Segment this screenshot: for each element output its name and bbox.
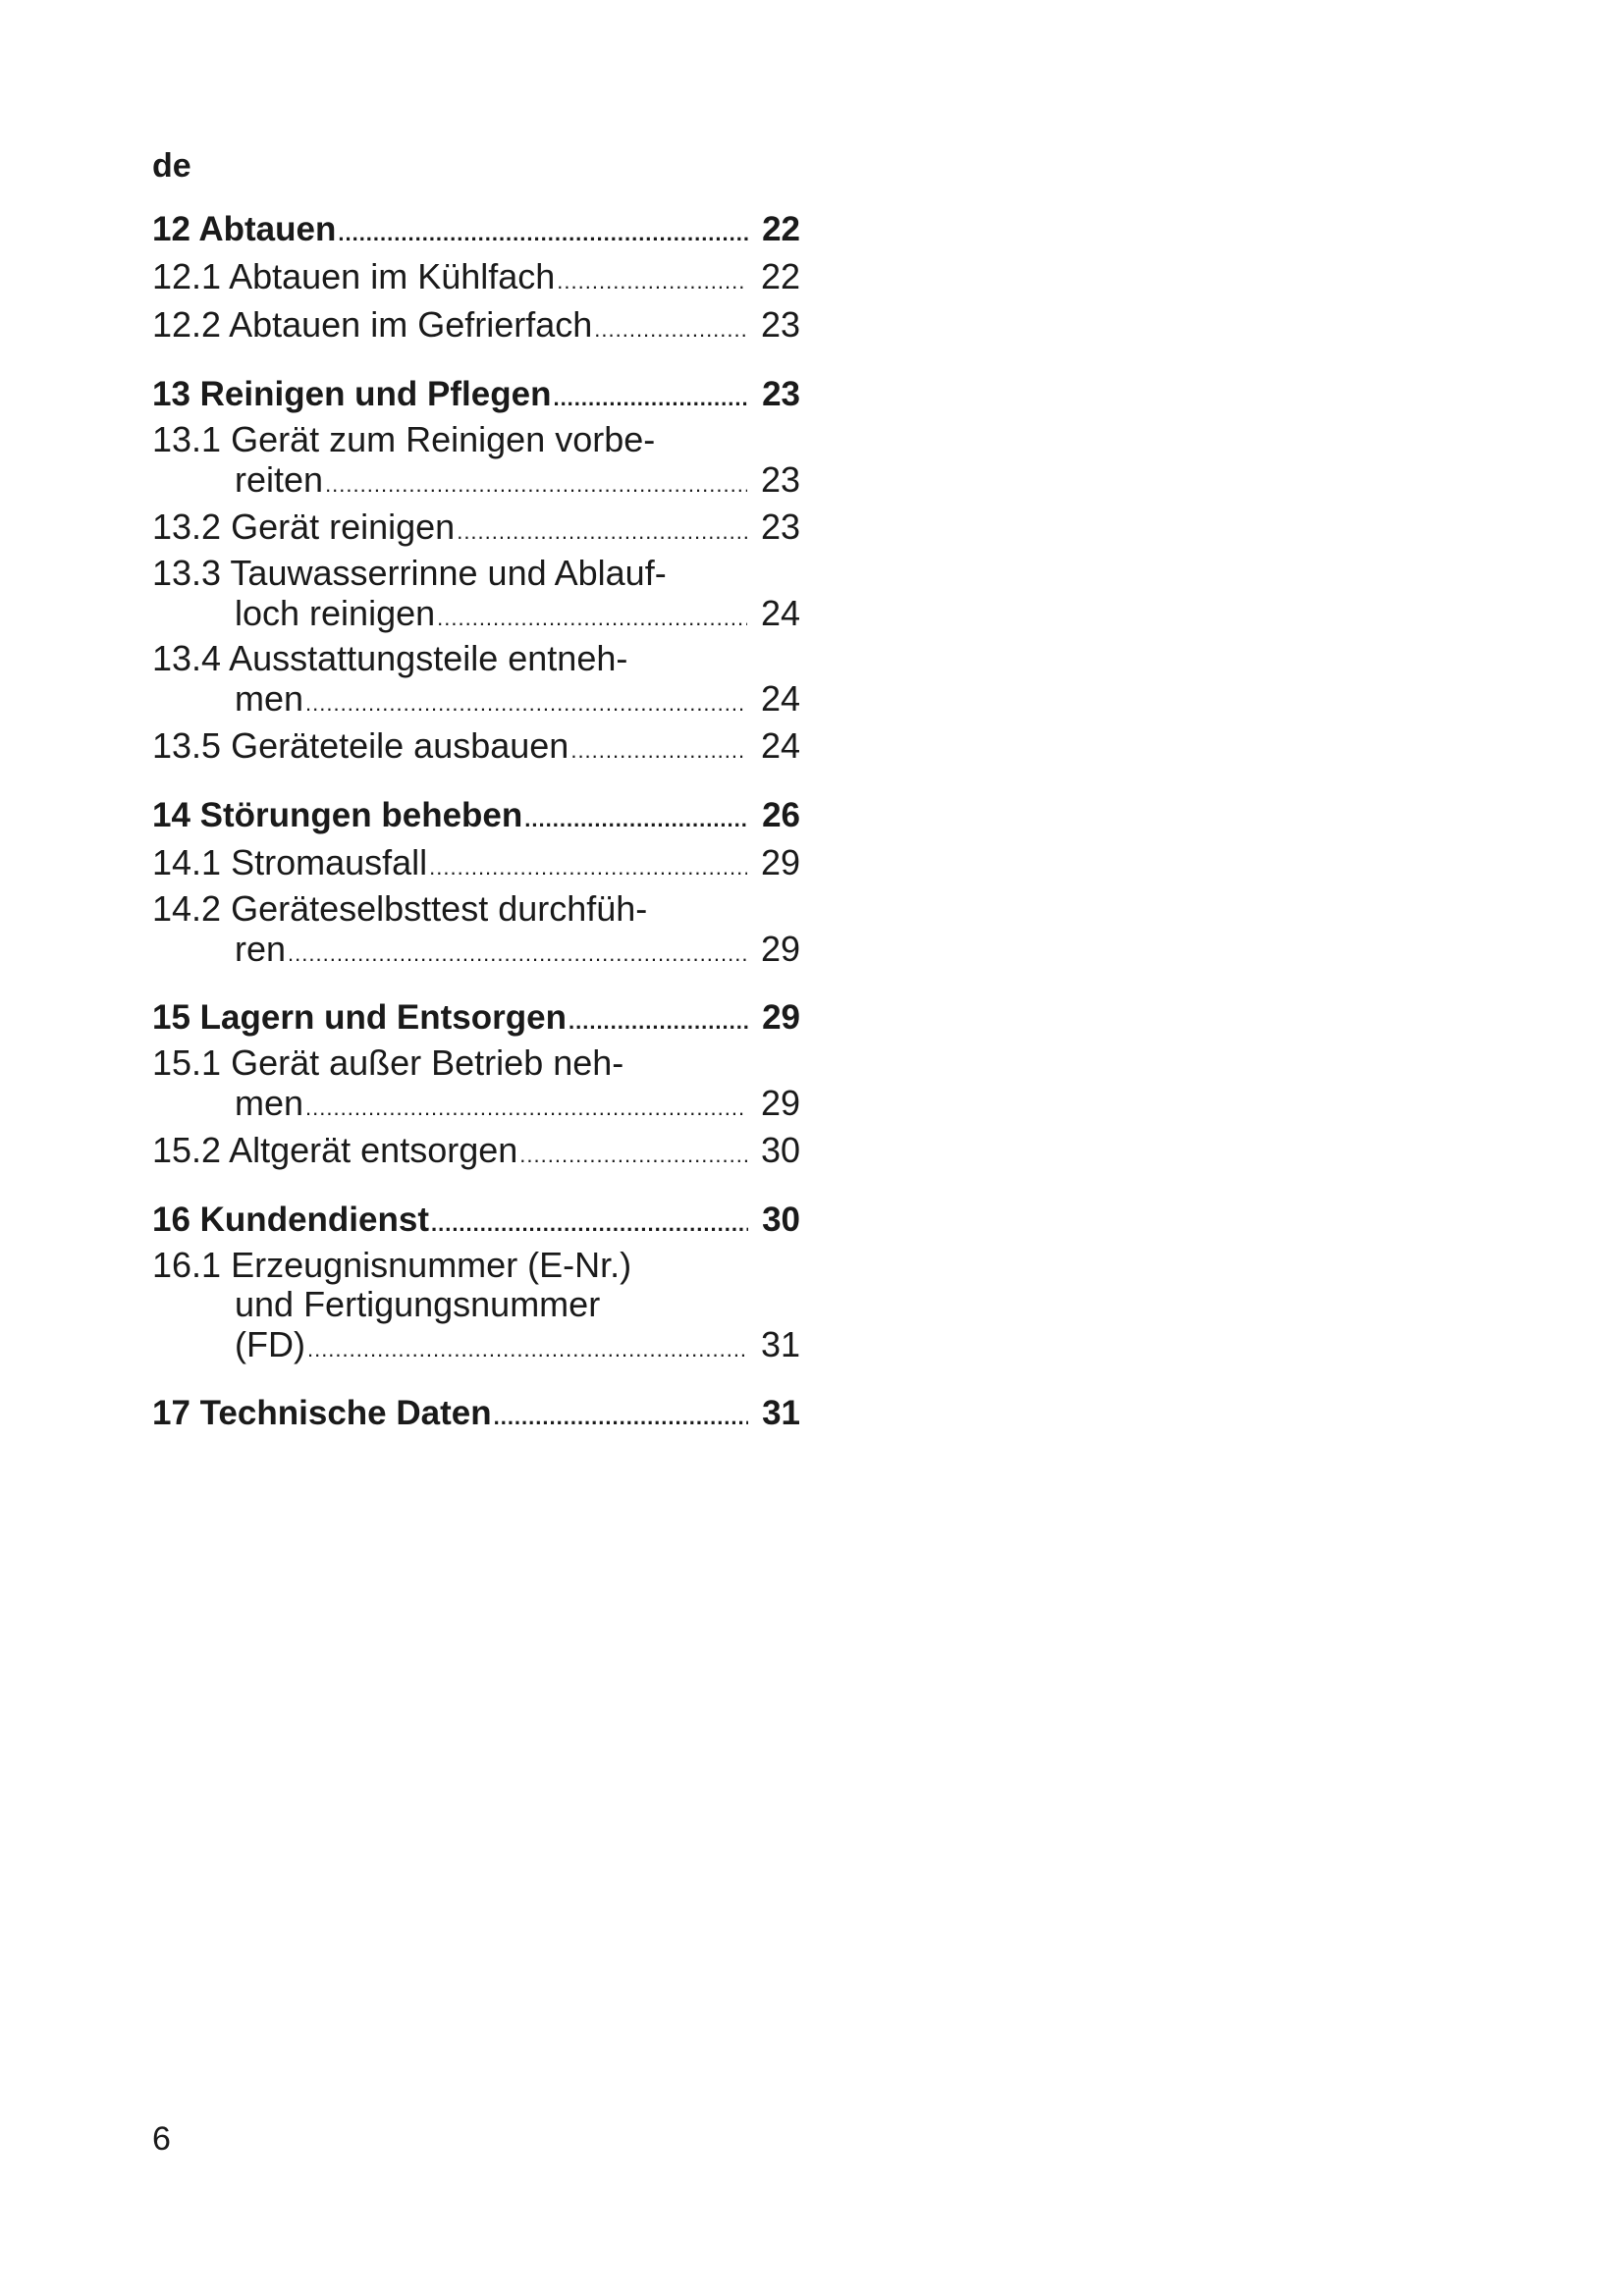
toc-entry-13-5[interactable] xyxy=(152,724,800,773)
dot-leader xyxy=(325,464,747,506)
toc-chapter-15 xyxy=(152,996,800,1177)
toc-entry-title-cont: loch reinigen xyxy=(235,593,436,633)
dot-leader xyxy=(524,798,748,841)
toc-entry-title: 14 Störungen beheben xyxy=(152,796,523,834)
toc-entry-17[interactable] xyxy=(152,1392,800,1439)
toc-entry-title: 13.2 Gerät reinigen xyxy=(152,507,456,547)
toc-entry-continuation xyxy=(152,1083,800,1129)
toc-entry-title: 12.1 Abtauen im Kühlfach xyxy=(152,256,556,296)
toc-entry-page: 23 xyxy=(762,375,800,413)
dot-leader xyxy=(305,1088,747,1129)
toc-entry-page: 23 xyxy=(760,459,800,500)
toc-entry-16-1[interactable] xyxy=(152,1246,800,1370)
toc-entry-title-cont: (FD) xyxy=(235,1324,305,1364)
dot-leader xyxy=(553,377,748,420)
toc-entry-16[interactable] xyxy=(152,1199,800,1246)
toc-entry-13-2[interactable] xyxy=(152,506,800,554)
toc-entry-title: 12.2 Abtauen im Gefrierfach xyxy=(152,304,593,345)
toc-entry-page: 29 xyxy=(760,842,800,882)
dot-leader xyxy=(494,1396,748,1439)
toc-entry-page: 24 xyxy=(760,593,800,633)
dot-leader xyxy=(568,1000,748,1043)
toc-entry-14-2[interactable] xyxy=(152,889,800,975)
toc-chapter-16 xyxy=(152,1199,800,1370)
toc-entry-12-1[interactable] xyxy=(152,255,800,303)
toc-entry-title-line2: und Fertigungsnummer xyxy=(235,1284,601,1324)
toc-entry-title: 13.5 Geräteteile ausbauen xyxy=(152,725,569,766)
page-number: 6 xyxy=(152,2120,171,2158)
toc-entry-title: 12 Abtauen xyxy=(152,210,337,248)
toc-entry-page: 23 xyxy=(760,304,800,345)
toc-entry-continuation xyxy=(152,678,800,724)
dot-leader xyxy=(305,683,747,724)
dot-leader xyxy=(594,308,747,351)
toc-entry-title: 15.2 Altgerät entsorgen xyxy=(152,1130,518,1170)
toc-entry-continuation xyxy=(152,1324,800,1370)
toc-entry-page: 24 xyxy=(760,678,800,719)
toc-entry-title: 14.1 Stromausfall xyxy=(152,842,428,882)
dot-leader xyxy=(437,598,747,639)
toc-entry-page: 22 xyxy=(762,210,800,248)
dot-leader xyxy=(429,846,747,889)
toc-entry-14-1[interactable] xyxy=(152,841,800,889)
toc-entry-15[interactable] xyxy=(152,996,800,1043)
toc-entry-title: 17 Technische Daten xyxy=(152,1394,492,1432)
toc-entry-page: 31 xyxy=(762,1394,800,1432)
toc-entry-13-3[interactable] xyxy=(152,554,800,639)
dot-leader xyxy=(570,729,747,773)
toc-entry-title: 13 Reinigen und Pflegen xyxy=(152,375,552,413)
dot-leader xyxy=(288,934,747,975)
dot-leader xyxy=(338,212,748,255)
table-of-contents xyxy=(152,208,800,1461)
toc-entry-page: 29 xyxy=(762,998,800,1037)
dot-leader xyxy=(457,510,747,554)
toc-entry-page: 24 xyxy=(760,725,800,766)
toc-entry-15-1[interactable] xyxy=(152,1043,800,1129)
toc-entry-12[interactable] xyxy=(152,208,800,255)
toc-entry-page: 23 xyxy=(760,507,800,547)
toc-entry-title-cont: reiten xyxy=(235,459,324,500)
toc-entry-title: 13.3 Tauwasserrinne und Ablauf- xyxy=(152,553,667,593)
toc-entry-13[interactable] xyxy=(152,373,800,420)
toc-entry-14[interactable] xyxy=(152,794,800,841)
toc-entry-continuation xyxy=(152,929,800,975)
toc-entry-page: 31 xyxy=(760,1324,800,1364)
language-label: de xyxy=(152,147,191,185)
toc-chapter-12 xyxy=(152,208,800,351)
toc-entry-title: 16.1 Erzeugnisnummer (E-Nr.) xyxy=(152,1245,632,1285)
toc-entry-page: 30 xyxy=(762,1201,800,1239)
toc-entry-page: 30 xyxy=(760,1130,800,1170)
toc-entry-continuation xyxy=(152,459,800,506)
toc-entry-13-4[interactable] xyxy=(152,639,800,724)
dot-leader xyxy=(307,1329,747,1370)
toc-entry-title: 14.2 Geräteselbsttest durchfüh- xyxy=(152,888,648,929)
toc-entry-title: 15 Lagern und Entsorgen xyxy=(152,998,567,1037)
toc-chapter-13 xyxy=(152,373,800,773)
dot-leader xyxy=(519,1134,747,1177)
toc-entry-page: 26 xyxy=(762,796,800,834)
dot-leader xyxy=(557,260,747,303)
dot-leader xyxy=(431,1202,748,1246)
toc-entry-12-2[interactable] xyxy=(152,303,800,351)
toc-chapter-17 xyxy=(152,1392,800,1439)
toc-entry-continuation xyxy=(152,593,800,639)
toc-entry-title: 13.1 Gerät zum Reinigen vorbe- xyxy=(152,419,656,459)
toc-entry-15-2[interactable] xyxy=(152,1129,800,1177)
toc-chapter-14 xyxy=(152,794,800,975)
toc-entry-page: 29 xyxy=(760,1083,800,1123)
toc-entry-page: 22 xyxy=(760,256,800,296)
toc-entry-title: 13.4 Ausstattungsteile entneh- xyxy=(152,638,628,678)
toc-entry-title-cont: men xyxy=(235,678,304,719)
toc-entry-title-cont: men xyxy=(235,1083,304,1123)
toc-entry-title: 16 Kundendienst xyxy=(152,1201,429,1239)
toc-entry-title-cont: ren xyxy=(235,929,287,969)
toc-entry-title: 15.1 Gerät außer Betrieb neh- xyxy=(152,1042,624,1083)
toc-entry-page: 29 xyxy=(760,929,800,969)
toc-entry-13-1[interactable] xyxy=(152,420,800,506)
